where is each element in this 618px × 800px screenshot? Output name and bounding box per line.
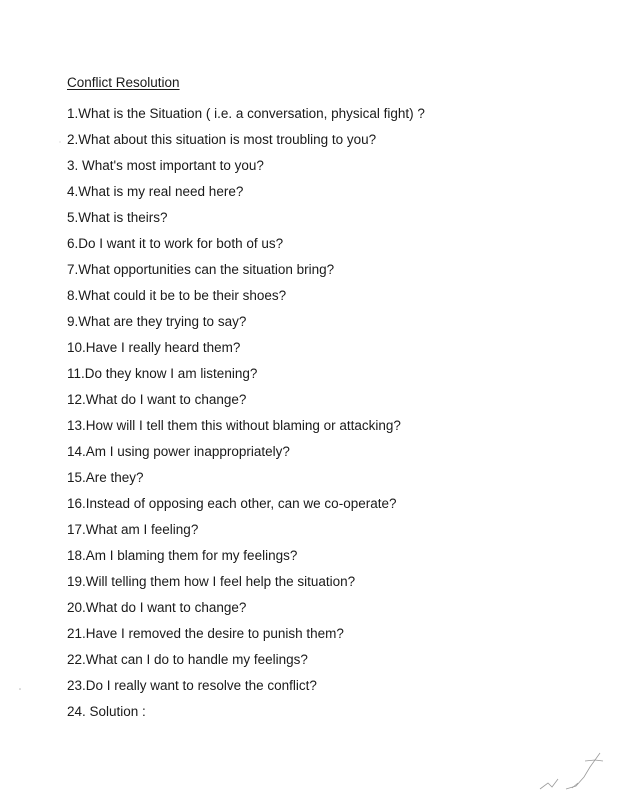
question-item-8: 8.What could it be to be their shoes? — [67, 288, 287, 303]
question-item-23: 23.Do I really want to resolve the conflict? — [67, 678, 317, 693]
question-item-7: 7.What opportunities can the situation bring? — [67, 262, 335, 277]
question-item-4: 4.What is my real need here? — [67, 184, 244, 199]
question-item-21: 21.Have I removed the desire to punish them? — [67, 626, 344, 641]
question-item-5: 5.What is theirs? — [67, 210, 168, 225]
question-item-6: 6.Do I want it to work for both of us? — [67, 236, 284, 251]
question-list — [67, 104, 425, 728]
dust-speck — [19, 688, 21, 690]
question-item-10: 10.Have I really heard them? — [67, 340, 241, 355]
question-item-9: 9.What are they trying to say? — [67, 314, 247, 329]
question-item-17: 17.What am I feeling? — [67, 522, 199, 537]
question-item-14: 14.Am I using power inappropriately? — [67, 444, 290, 459]
question-item-18: 18.Am I blaming them for my feelings? — [67, 548, 298, 563]
question-item-1: 1.What is the Situation ( i.e. a conversation, physical fight) ? — [67, 106, 425, 121]
question-item-13: 13.How will I tell them this without blaming or attacking? — [67, 418, 401, 433]
question-item-22: 22.What can I do to handle my feelings? — [67, 652, 308, 667]
question-item-12: 12.What do I want to change? — [67, 392, 247, 407]
bottom-right-scribble — [540, 753, 603, 789]
question-item-20: 20.What do I want to change? — [67, 600, 247, 615]
question-item-3: 3. What's most important to you? — [67, 158, 264, 173]
question-item-19: 19.Will telling them how I feel help the situation? — [67, 574, 356, 589]
question-item-15: 15.Are they? — [67, 470, 144, 485]
dust-speck — [59, 141, 60, 142]
question-item-2: 2.What about this situation is most troubling to you? — [67, 132, 377, 147]
question-item-24: 24. Solution : — [67, 704, 146, 719]
question-item-16: 16.Instead of opposing each other, can we co-operate? — [67, 496, 397, 511]
document-title: Conflict Resolution — [67, 75, 180, 90]
question-item-11: 11.Do they know I am listening? — [67, 366, 258, 381]
